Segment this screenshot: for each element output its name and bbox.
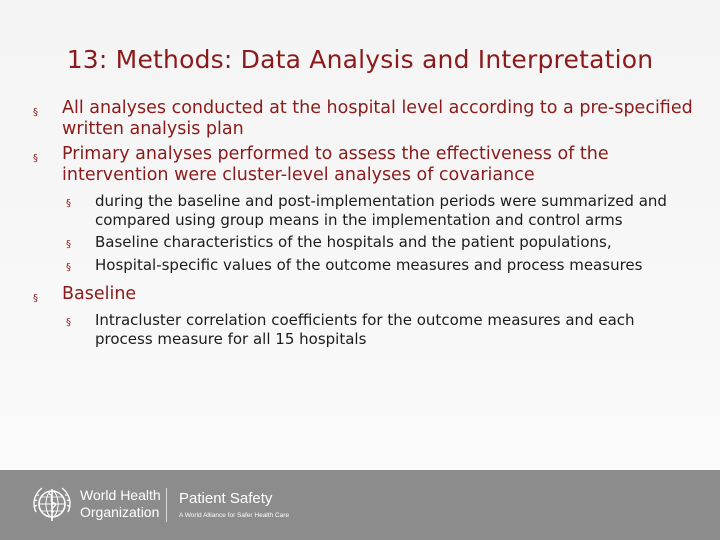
program-title: Patient Safety (179, 490, 273, 507)
bullet-text: Baseline characteristics of the hospitals and the patient populations, (95, 233, 612, 251)
square-bullet-icon: § (66, 261, 71, 273)
bullet-level2 (66, 233, 693, 252)
who-wordmark (80, 487, 161, 521)
square-bullet-icon: § (66, 317, 71, 328)
bullet-text: Intracluster correlation coefficients for the outcome measures and each process measure for all 15 hospitals (95, 311, 635, 348)
program-subtitle: A World Alliance for Safer Health Care (179, 512, 290, 519)
bullet-text: Hospital-specific values of the outcome measures and process measures (95, 255, 643, 274)
bullet-text: All analyses conducted at the hospital level according to a pre-specified written analysis plan (62, 98, 693, 139)
square-bullet-icon: § (33, 107, 38, 118)
who-emblem-icon (30, 482, 74, 526)
bullet-level2 (66, 192, 693, 229)
square-bullet-icon: § (33, 153, 38, 164)
footer-divider (166, 488, 167, 522)
org-name-line2: Organization (80, 504, 160, 520)
bullet-level1 (33, 144, 693, 186)
slide-content (33, 98, 693, 358)
square-bullet-icon: § (66, 198, 71, 209)
bullet-level1 (33, 284, 693, 305)
square-bullet-icon: § (33, 293, 38, 304)
footer-bar (0, 470, 720, 540)
square-bullet-icon: § (66, 239, 71, 250)
sub-bullet-group (33, 192, 693, 274)
bullet-text: Primary analyses performed to assess the effectiveness of the intervention were cluster-level analyses of covariance (62, 144, 609, 185)
slide-title: 13: Methods: Data Analysis and Interpretation (66, 45, 654, 74)
bullet-text: Baseline (62, 284, 137, 304)
bullet-level1 (33, 98, 693, 140)
org-name-line1: World Health (80, 487, 161, 503)
bullet-text: during the baseline and post-implementation periods were summarized and compared using group means in the implementation and control arms (95, 192, 667, 229)
bullet-level2 (66, 256, 693, 275)
bullet-level2 (66, 311, 693, 348)
sub-bullet-group (33, 311, 693, 348)
